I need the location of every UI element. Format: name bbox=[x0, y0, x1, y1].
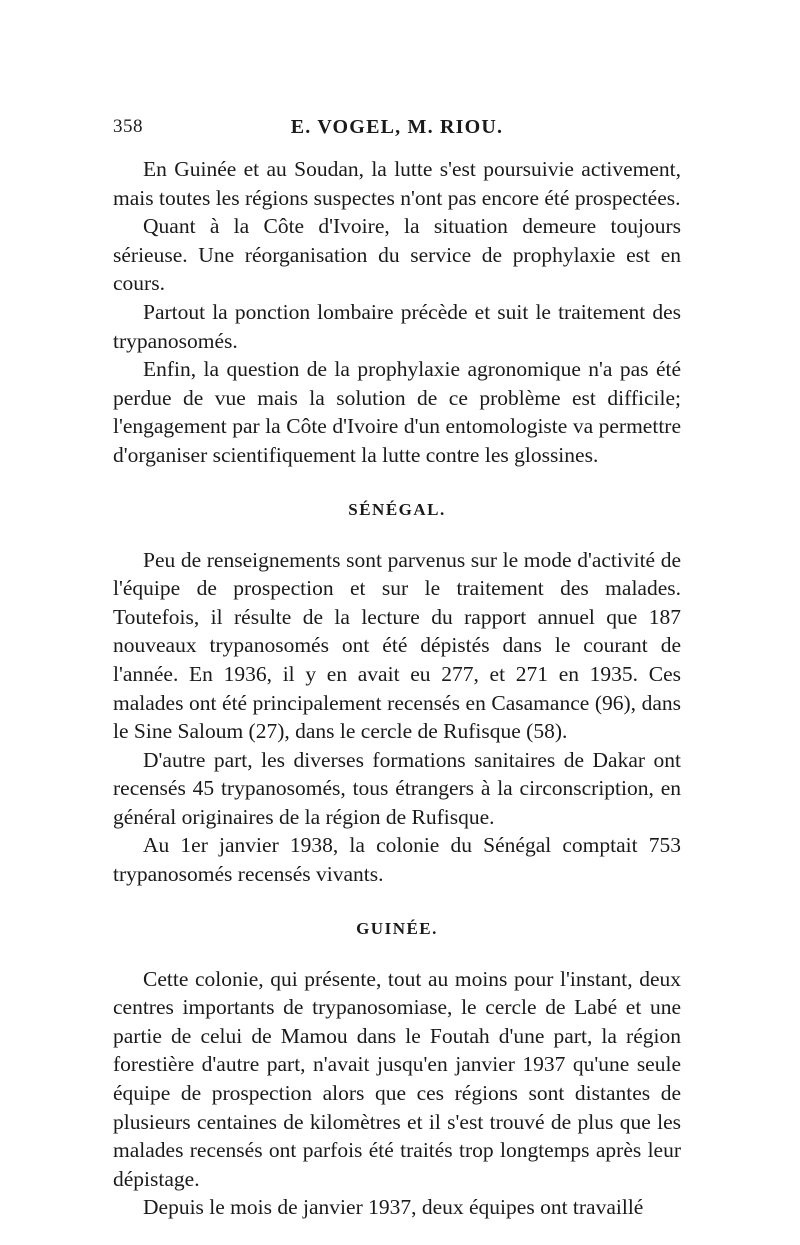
paragraph: En Guinée et au Soudan, la lutte s'est poursuivie activement, mais toutes les régions suspectes n'ont pas encore été prospectées. bbox=[113, 157, 681, 210]
paragraph: Quant à la Côte d'Ivoire, la situation demeure toujours sérieuse. Une réorganisation du service de prophylaxie est en cours. bbox=[113, 214, 681, 296]
page-number: 358 bbox=[113, 116, 143, 137]
page-header bbox=[113, 116, 681, 146]
paragraph: Au 1er janvier 1938, la colonie du Sénégal comptait 753 trypanosomés recensés vivants. bbox=[113, 833, 681, 887]
section-heading-senegal: SÉNÉGAL. bbox=[348, 499, 446, 519]
page-body bbox=[113, 155, 681, 1222]
section-heading-guinee: GUINÉE. bbox=[356, 918, 438, 938]
paragraph: Enfin, la question de la prophylaxie agronomique n'a pas été perdue de vue mais la solution de ce problème est difficile; l'engagement par la Côte d'Ivoire d'un entomologiste va permettre d'organiser scientifiquement la lutte contre les glossines. bbox=[113, 357, 681, 467]
paragraph: Partout la ponction lombaire précède et suit le traitement des trypanosomés. bbox=[113, 299, 681, 353]
paragraph: Peu de renseignements sont parvenus sur le mode d'activité de l'équipe de prospection et sur le traitement des malades. Toutefois, il résulte de la lecture du rapport annuel que 187 nouveaux trypanosomés ont été dépistés dans le courant de l'année. En 1936, il y en avait eu 277, et 271 en 1935. Ces malades ont été principalement recensés en Casamance (96), dans le Sine Saloum (27), dans le cercle de Rufisque (58). bbox=[113, 547, 681, 744]
paragraph: D'autre part, les diverses formations sanitaires de Dakar ont recensés 45 trypanosomés, tous étrangers à la circonscription, en général originaires de la région de Rufisque. bbox=[113, 747, 681, 829]
paragraph: Depuis le mois de janvier 1937, deux équipes ont travaillé bbox=[143, 1195, 644, 1220]
running-title: E. VOGEL, M. RIOU. bbox=[290, 116, 504, 138]
paragraph: Cette colonie, qui présente, tout au moins pour l'instant, deux centres importants de trypanosomiase, le cercle de Labé et une partie de celui de Mamou dans le Foutah d'une part, la région forestière d'autre part, n'avait jusqu'en janvier 1937 qu'une seule équipe de prospection alors que ces régions sont distantes de plusieurs centaines de kilomètres et il s'est trouvé de plus que les malades recensés ont parfois été traités trop longtemps après leur dépistage. bbox=[113, 966, 681, 1191]
